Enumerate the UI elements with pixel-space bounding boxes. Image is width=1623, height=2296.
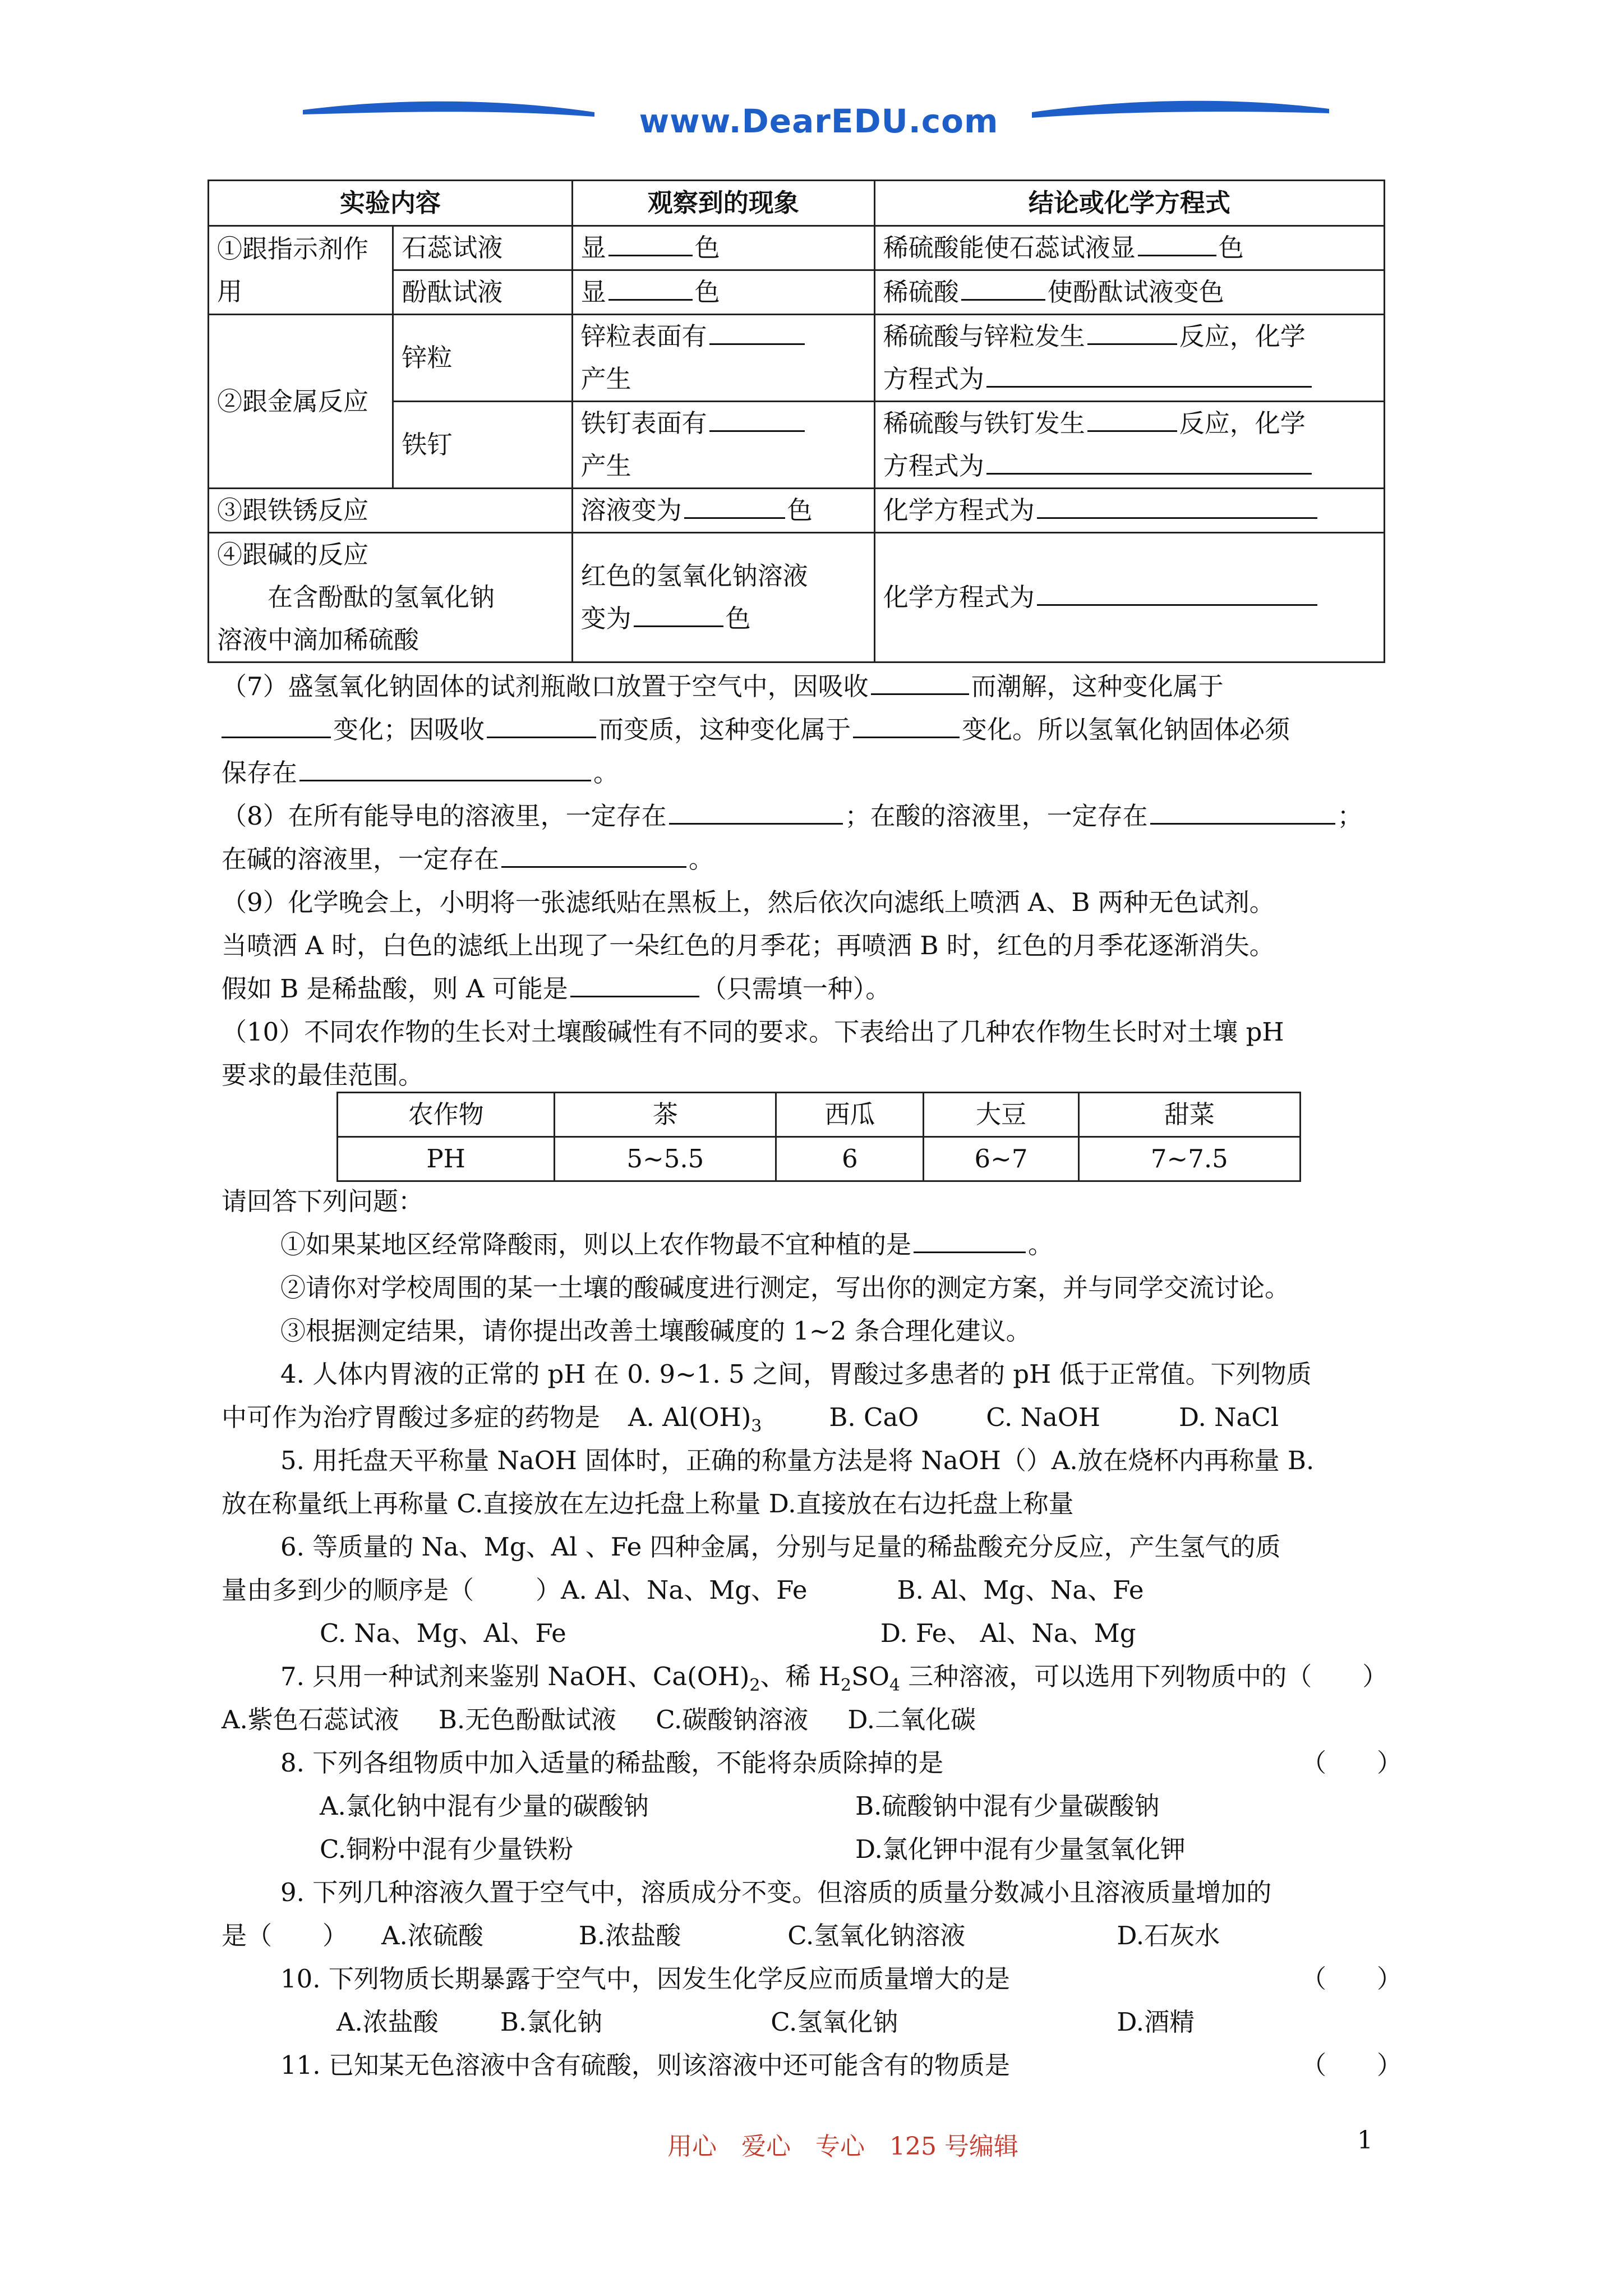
observation-cell: 锌粒表面有 产生 xyxy=(572,315,874,402)
q6-line2: 量由多到少的顺序是（ ）A. Al、Na、Mg、Fe B. Al、Mg、Na、Fe xyxy=(222,1575,1144,1605)
table-cell: 5~5.5 xyxy=(555,1137,776,1181)
page-footer: 用心 爱心 专心 125 号编辑 xyxy=(667,2132,1018,2161)
q10-line1: （10）不同农作物的生长对土壤酸碱性有不同的要求。下表给出了几种农作物生长时对土壤 pH xyxy=(222,1017,1284,1047)
q8m-line1: 8. 下列各组物质中加入适量的稀盐酸，不能将杂质除掉的是 xyxy=(280,1748,944,1778)
q11m-paren: （ ） xyxy=(1301,2050,1403,2080)
item-cell: 石蕊试液 xyxy=(393,226,572,270)
q10-line2: 要求的最佳范围。 xyxy=(222,1060,424,1090)
table-row xyxy=(338,1137,1301,1181)
q10-ask: 请回答下列问题： xyxy=(222,1186,424,1216)
table-cell: 甜菜 xyxy=(1078,1093,1300,1137)
q7-line1: （7）盛氢氧化钠固体的试剂瓶敞口放置于空气中，因吸收 而潮解，这种变化属于 xyxy=(222,665,1224,708)
group-cell: ①跟指示剂作用 xyxy=(209,226,393,315)
q8m-option-d: D.氯化钾中混有少量氢氧化钾 xyxy=(855,1834,1186,1864)
q8m-option-b: B.硫酸钠中混有少量碳酸钠 xyxy=(855,1791,1160,1821)
item-cell: 锌粒 xyxy=(393,315,572,402)
table-header-row xyxy=(209,181,1385,226)
observation-cell: 显 色 xyxy=(572,270,874,315)
table-row xyxy=(209,315,1385,402)
table-cell: 西瓜 xyxy=(776,1093,924,1137)
q9-line2: 当喷洒 A 时，白色的滤纸上出现了一朵红色的月季花；再喷洒 B 时，红色的月季花逐渐消失。 xyxy=(222,931,1275,960)
group-cell: ②跟金属反应 xyxy=(209,315,393,489)
item-cell: 酚酞试液 xyxy=(393,270,572,315)
q6-line3: C. Na、Mg、Al、Fe D. Fe、 Al、Na、Mg xyxy=(320,1618,1136,1648)
observation-cell: 溶液变为 色 xyxy=(572,489,874,533)
experiment-table xyxy=(208,180,1385,663)
observation-cell: 铁钉表面有 产生 xyxy=(572,402,874,489)
header-cell: 实验内容 xyxy=(209,181,573,226)
q8m-option-c: C.铜粉中混有少量铁粉 xyxy=(320,1834,574,1864)
page-number: 1 xyxy=(1357,2126,1373,2155)
header-cell: 结论或化学方程式 xyxy=(874,181,1384,226)
table-row xyxy=(209,226,1385,270)
q10m-options: A.浓盐酸 B.氯化钠 C.氢氧化钠 D.酒精 xyxy=(336,2007,1195,2037)
conclusion-cell: 化学方程式为 xyxy=(874,533,1384,662)
q5-line2: 放在称量纸上再称量 C.直接放在左边托盘上称量 D.直接放在右边托盘上称量 xyxy=(222,1489,1074,1519)
header-cell: 观察到的现象 xyxy=(572,181,874,226)
site-header xyxy=(303,95,1329,146)
table-row xyxy=(209,489,1385,533)
site-url[interactable]: www.DearEDU.com xyxy=(639,102,999,140)
q11m-line1: 11. 已知某无色溶液中含有硫酸，则该溶液中还可能含有的物质是 xyxy=(280,2050,1010,2080)
conclusion-cell: 稀硫酸与铁钉发生 反应，化学 方程式为 xyxy=(874,402,1384,489)
q4-line1: 4. 人体内胃液的正常的 pH 在 0. 9~1. 5 之间，胃酸过多患者的 pH 低于正常值。下列物质 xyxy=(280,1359,1312,1389)
q10-sub1: ①如果某地区经常降酸雨，则以上农作物最不宜种植的是 。 xyxy=(280,1223,1053,1266)
conclusion-cell: 化学方程式为 xyxy=(874,489,1384,533)
item-cell: 铁钉 xyxy=(393,402,572,489)
q10-sub3: ③根据测定结果，请你提出改善土壤酸碱度的 1~2 条合理化建议。 xyxy=(280,1316,1031,1346)
group-cell: ④跟碱的反应 在含酚酞的氢氧化钠 溶液中滴加稀硫酸 xyxy=(209,533,573,662)
observation-cell: 显 色 xyxy=(572,226,874,270)
q5-line1: 5. 用托盘天平称量 NaOH 固体时，正确的称量方法是将 NaOH（）A.放在烧杯内再称量 B. xyxy=(280,1446,1315,1475)
group-cell: ③跟铁锈反应 xyxy=(209,489,573,533)
table-cell: 茶 xyxy=(555,1093,776,1137)
table-header-row xyxy=(338,1093,1301,1137)
q7-line2: 变化；因吸收 而变质，这种变化属于 变化。所以氢氧化钠固体必须 xyxy=(222,708,1290,751)
table-cell: 7~7.5 xyxy=(1078,1137,1300,1181)
crop-ph-table xyxy=(336,1092,1301,1182)
q8m-option-a: A.氯化钠中混有少量的碳酸钠 xyxy=(320,1791,649,1821)
q10m-paren: （ ） xyxy=(1301,1964,1403,1994)
table-cell: 6 xyxy=(776,1137,924,1181)
table-cell: PH xyxy=(338,1137,555,1181)
q9m-line2: 是（ ） A.浓硫酸 B.浓盐酸 C.氢氧化钠溶液 D.石灰水 xyxy=(222,1921,1220,1950)
q7-line3: 保存在 。 xyxy=(222,751,619,794)
q7m-options: A.紫色石蕊试液 B.无色酚酞试液 C.碳酸钠溶液 D.二氧化碳 xyxy=(222,1705,976,1734)
q8-line1: （8）在所有能导电的溶液里，一定存在 ；在酸的溶液里，一定存在 ； xyxy=(222,794,1363,838)
q10-sub2: ②请你对学校周围的某一土壤的酸碱度进行测定，写出你的测定方案，并与同学交流讨论。 xyxy=(280,1273,1290,1303)
table-cell: 大豆 xyxy=(924,1093,1078,1137)
q8m-paren: （ ） xyxy=(1301,1748,1403,1778)
q9m-line1: 9. 下列几种溶液久置于空气中，溶质成分不变。但溶质的质量分数减小且溶液质量增加的 xyxy=(280,1878,1272,1907)
q4-line2: 中可作为治疗胃酸过多症的药物是 A. $Al(OH)_3$ B. CaO C. NaOH D. NaCl xyxy=(222,1402,1279,1436)
table-row xyxy=(209,533,1385,662)
q7m-line1: 7. 只用一种试剂来鉴别 NaOH、$Ca(OH)_2$、稀 $H_2SO_4$ 三种溶液，可以选用下列物质中的（ ） xyxy=(280,1662,1388,1695)
table-cell: 6~7 xyxy=(924,1137,1078,1181)
table-cell: 农作物 xyxy=(338,1093,555,1137)
observation-cell: 红色的氢氧化钠溶液 变为 色 xyxy=(572,533,874,662)
q10m-line1: 10. 下列物质长期暴露于空气中，因发生化学反应而质量增大的是 xyxy=(280,1964,1010,1994)
q9-line3: 假如 B 是稀盐酸，则 A 可能是 （只需填一种）。 xyxy=(222,967,891,1010)
conclusion-cell: 稀硫酸 使酚酞试液变色 xyxy=(874,270,1384,315)
q8-line2: 在碱的溶液里，一定存在 。 xyxy=(222,838,714,881)
q6-line1: 6. 等质量的 Na、Mg、Al 、Fe 四种金属，分别与足量的稀盐酸充分反应，产生氢气的质 xyxy=(280,1532,1281,1562)
q9-line1: （9）化学晚会上，小明将一张滤纸贴在黑板上，然后依次向滤纸上喷洒 A、B 两种无色试剂。 xyxy=(222,887,1275,917)
conclusion-cell: 稀硫酸能使石蕊试液显 色 xyxy=(874,226,1384,270)
conclusion-cell: 稀硫酸与锌粒发生 反应，化学 方程式为 xyxy=(874,315,1384,402)
